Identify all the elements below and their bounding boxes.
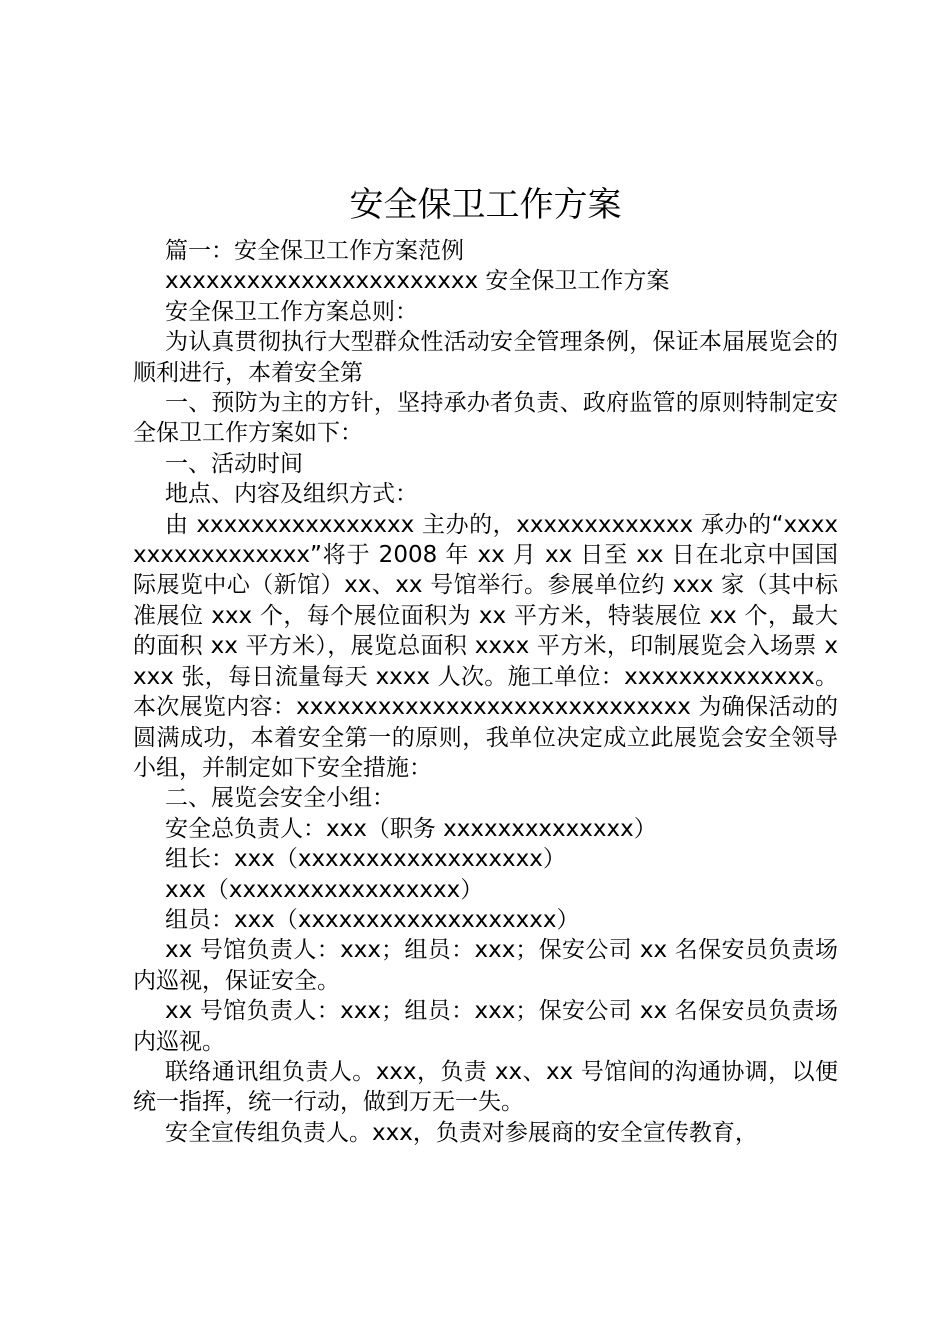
document-page [133, 180, 838, 1148]
paragraph: 组员：xxx（xxxxxxxxxxxxxxxxxxx） [165, 906, 580, 933]
paragraph: xx 号馆负责人：xxx；组员：xxx；保安公司 xx 名保安员负责场内巡视，保证安全。 [133, 937, 838, 994]
document-body [133, 236, 838, 1148]
paragraph: 为认真贯彻执行大型群众性活动安全管理条例，保证本届展览会的顺利进行，本着安全第 [133, 329, 838, 386]
paragraph: 组长：xxx（xxxxxxxxxxxxxxxxxx） [165, 846, 566, 873]
paragraph: xxx（xxxxxxxxxxxxxxxxx） [165, 876, 484, 903]
paragraph: 安全总负责人：xxx（职务 xxxxxxxxxxxxxx） [165, 815, 657, 842]
paragraph: xxxxxxxxxxxxxxxxxxxxxxx 安全保卫工作方案 [165, 268, 670, 295]
paragraph: 一、活动时间 [165, 450, 303, 477]
paragraph: 安全宣传组负责人。xxx，负责对参展商的安全宣传教育， [165, 1119, 758, 1146]
paragraph: 地点、内容及组织方式： [165, 481, 418, 508]
paragraph: 安全保卫工作方案总则： [165, 298, 418, 325]
paragraph: 二、展览会安全小组： [165, 785, 395, 812]
paragraph: 一、预防为主的方针，坚持承办者负责、政府监管的原则特制定安全保卫工作方案如下： [133, 390, 838, 447]
paragraph: 由 xxxxxxxxxxxxxxxx 主办的，xxxxxxxxxxxxx 承办的“xxxxxxxxxxxxxxxxx”将于 2008 年 xx 月 xx 日至 xx 日在北京中国国际展览中心（新馆）xx、xx 号馆举行。参展单位约 xxx 家（其中标准展位 xxx 个，每个展位面积为 xx 平方米，特装展位 xx 个，最大的面积 xx 平方米），展览总面积 xxxx 平方米，印制展览会入场票 xxxx 张，每日流量每天 xxxx 人次。施工单位：xxxxxxxxxxxxxx。本次展览内容：xxxxxxxxxxxxxxxxxxxxxxxxxxxxx 为确保活动的圆满成功，本着安全第一的原则，我单位决定成立此展览会安全领导小组，并制定如下安全措施： [133, 511, 838, 781]
paragraph: 联络通讯组负责人。xxx，负责 xx、xx 号馆间的沟通协调，以便统一指挥，统一行动，做到万无一失。 [133, 1058, 838, 1116]
paragraph: 篇一：安全保卫工作方案范例 [165, 238, 464, 264]
document-title: 安全保卫工作方案 [349, 185, 622, 225]
paragraph: xx 号馆负责人：xxx；组员：xxx；保安公司 xx 名保安员负责场内巡视。 [133, 998, 838, 1055]
